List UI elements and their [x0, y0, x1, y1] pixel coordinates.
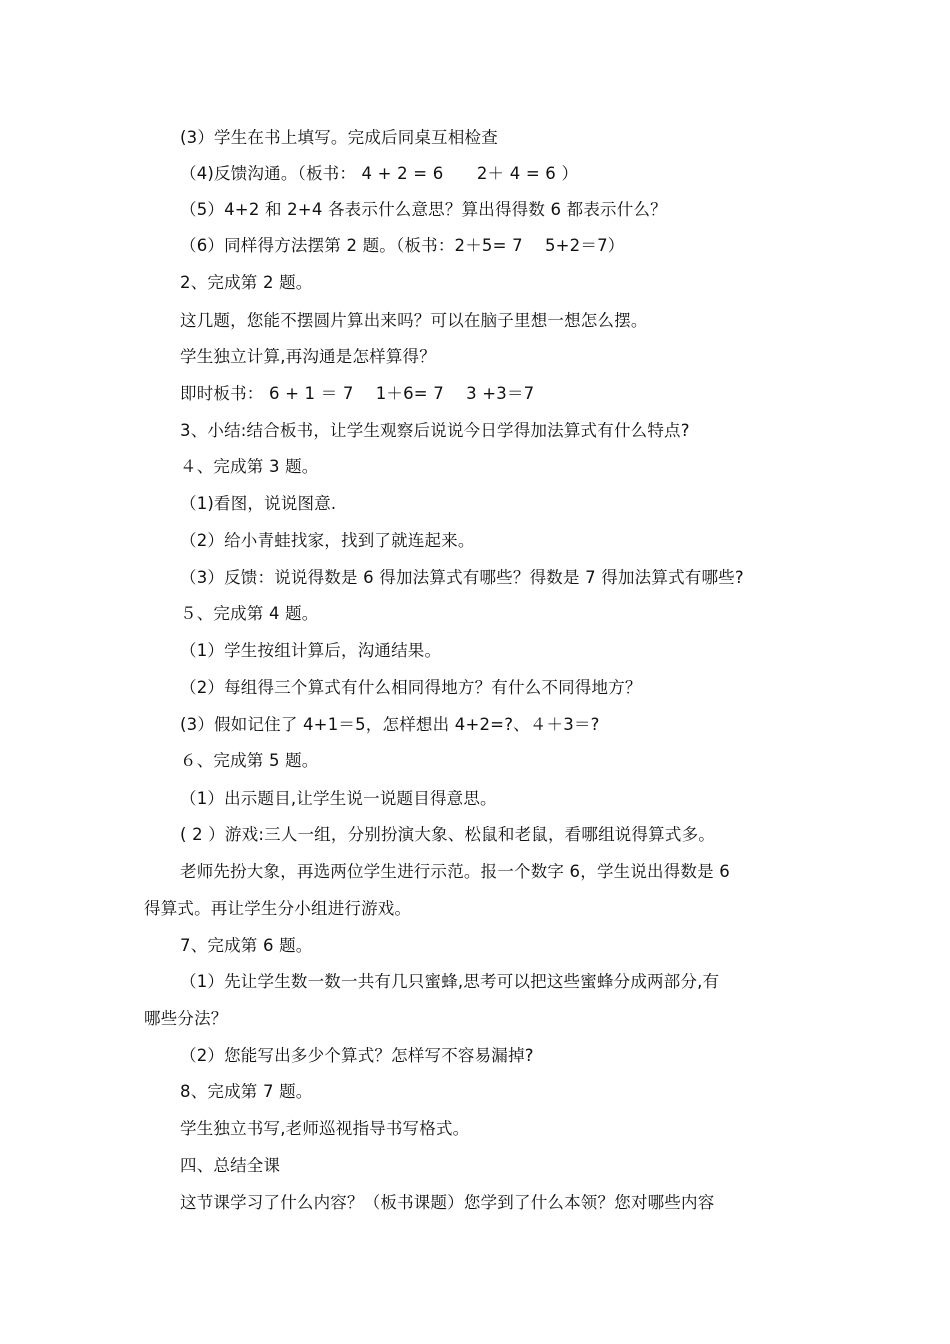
- text-line: （1）学生按组计算后，沟通结果。: [180, 641, 442, 660]
- text-line: (3）学生在书上填写。完成后同桌互相检查: [180, 128, 498, 147]
- text-line: （2）给小青蛙找家，找到了就连起来。: [180, 531, 475, 550]
- text-line: 这几题，您能不摆圆片算出来吗？可以在脑子里想一想怎么摆。: [180, 311, 648, 330]
- text-line: 8、完成第 7 题。: [180, 1082, 313, 1101]
- text-line: ６、完成第 5 题。: [180, 751, 319, 770]
- text-line: 7、完成第 6 题。: [180, 936, 313, 955]
- text-line: (3）假如记住了 4+1＝5，怎样想出 4+2=?、４＋3＝?: [180, 715, 600, 734]
- text-line: （1）先让学生数一数一共有几只蜜蜂,思考可以把这些蜜蜂分成两部分,有: [180, 972, 720, 991]
- text-line: 即时板书： 6 + 1 ＝ 7 1＋6= 7 3 +3＝7: [180, 384, 535, 403]
- text-line: 这节课学习了什么内容？（板书课题）您学到了什么本领？您对哪些内容: [180, 1193, 715, 1212]
- text-line: 学生独立书写,老师巡视指导书写格式。: [180, 1119, 470, 1138]
- text-line: 哪些分法？: [144, 1009, 228, 1028]
- text-line: （4)反馈沟通。（板书： 4 + 2 = 6 2＋ 4 = 6 ）: [180, 164, 579, 183]
- text-line: （3）反馈：说说得数是 6 得加法算式有哪些？得数是 7 得加法算式有哪些?: [180, 568, 744, 587]
- text-line: ４、完成第 3 题。: [180, 457, 319, 476]
- text-line: （2）您能写出多少个算式？怎样写不容易漏掉?: [180, 1046, 534, 1065]
- text-line: 学生独立计算,再沟通是怎样算得？: [180, 347, 436, 366]
- text-line: （1）出示题目,让学生说一说题目得意思。: [180, 789, 497, 808]
- text-line: ( 2 ）游戏:三人一组，分别扮演大象、松鼠和老鼠，看哪组说得算式多。: [180, 825, 715, 844]
- text-line: （5）4+2 和 2+4 各表示什么意思？算出得得数 6 都表示什么？: [180, 200, 667, 219]
- text-line: 老师先扮大象，再选两位学生进行示范。报一个数字 6，学生说出得数是 6: [180, 862, 730, 881]
- text-line: 得算式。再让学生分小组进行游戏。: [144, 899, 412, 918]
- text-line: （2）每组得三个算式有什么相同得地方？有什么不同得地方？: [180, 678, 642, 697]
- text-line: 3、小结:结合板书，让学生观察后说说今日学得加法算式有什么特点?: [180, 421, 690, 440]
- text-line: （6）同样得方法摆第 2 题。（板书：2＋5= 7 5+2＝7）: [180, 236, 625, 255]
- text-line: （1)看图，说说图意.: [180, 494, 337, 513]
- text-line: ５、完成第 4 题。: [180, 604, 319, 623]
- text-line: 2、完成第 2 题。: [180, 273, 313, 292]
- text-line: 四、总结全课: [180, 1156, 281, 1175]
